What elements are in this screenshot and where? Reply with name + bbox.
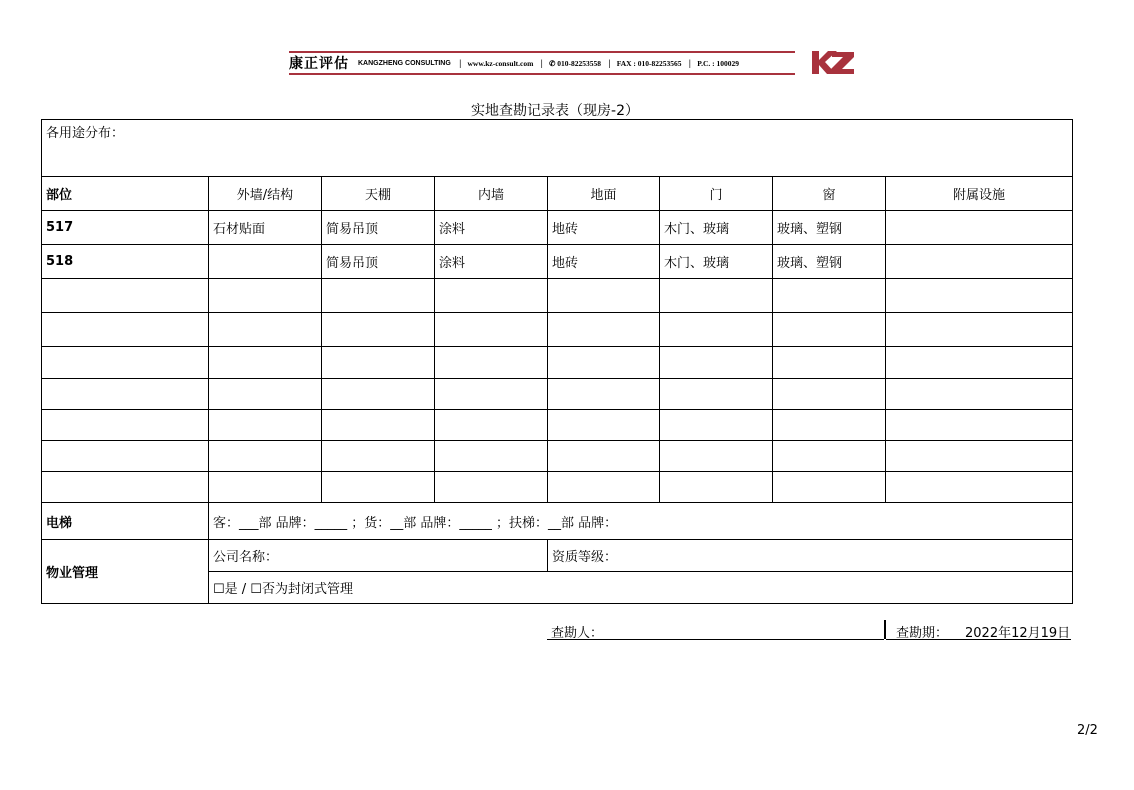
cell-ceiling [322, 441, 435, 472]
cell-floor [548, 279, 660, 313]
cell-interior-wall [435, 379, 548, 410]
cell-exterior-wall [209, 410, 322, 441]
cell-part [42, 279, 209, 313]
cell-door [660, 441, 773, 472]
cell-part [42, 313, 209, 347]
cell-window: 玻璃、塑钢 [773, 245, 886, 279]
cell-door [660, 347, 773, 379]
cell-facilities [886, 410, 1073, 441]
cell-floor [548, 472, 660, 503]
banner-bottom-rule [289, 73, 795, 75]
header-facilities: 附属设施 [886, 177, 1073, 211]
cell-interior-wall [435, 313, 548, 347]
cell-exterior-wall [209, 279, 322, 313]
elevator-label: 电梯 [42, 503, 209, 540]
cell-interior-wall [435, 472, 548, 503]
cell-window [773, 441, 886, 472]
cell-window [773, 313, 886, 347]
header-floor: 地面 [548, 177, 660, 211]
cell-window [773, 347, 886, 379]
table-row [42, 245, 1073, 279]
header-interior-wall: 内墙 [435, 177, 548, 211]
inspection-table [41, 119, 1073, 604]
company-fax: FAX : 010-82253565 [616, 58, 682, 68]
cell-exterior-wall [209, 245, 322, 279]
cell-ceiling [322, 379, 435, 410]
company-phone: ✆ 010-82253558 [549, 58, 601, 68]
cell-interior-wall [435, 441, 548, 472]
property-row [42, 540, 1073, 572]
company-postcode: P.C. : 100029 [697, 58, 740, 68]
cell-part [42, 472, 209, 503]
cell-window [773, 472, 886, 503]
company-name-en: KANGZHENG CONSULTING [358, 59, 451, 67]
property-qualification: 资质等级： [548, 540, 1073, 572]
cell-exterior-wall [209, 472, 322, 503]
elevator-row [42, 503, 1073, 540]
cell-floor [548, 313, 660, 347]
cell-facilities [886, 313, 1073, 347]
cell-facilities [886, 347, 1073, 379]
company-website: www.kz-consult.com [467, 58, 534, 68]
banner-top-rule [289, 51, 795, 53]
table-row [42, 313, 1073, 347]
cell-window [773, 279, 886, 313]
cell-interior-wall: 涂料 [435, 211, 548, 245]
banner-text [289, 55, 795, 71]
cell-exterior-wall [209, 379, 322, 410]
cell-door: 木门、玻璃 [660, 211, 773, 245]
cell-ceiling: 简易吊顶 [322, 245, 435, 279]
cell-window [773, 410, 886, 441]
inspection-date-line [886, 622, 1071, 640]
table-row [42, 347, 1073, 379]
cell-facilities [886, 441, 1073, 472]
cell-door [660, 410, 773, 441]
usage-distribution-label: 各用途分布： [46, 126, 125, 141]
cell-window [773, 379, 886, 410]
inspector-signature-line [547, 622, 884, 640]
banner-separator: | [607, 58, 611, 68]
cell-facilities [886, 279, 1073, 313]
cell-ceiling [322, 347, 435, 379]
cell-floor [548, 347, 660, 379]
cell-facilities [886, 379, 1073, 410]
property-management-label: 物业管理 [42, 540, 209, 604]
cell-part [42, 410, 209, 441]
closed-management-option: ☐是 / ☐否为封闭式管理 [209, 572, 1073, 604]
page-title: 实地查勘记录表（现房-2） [471, 103, 639, 119]
cell-door [660, 279, 773, 313]
header-window: 窗 [773, 177, 886, 211]
table-row [42, 472, 1073, 503]
cell-facilities [886, 211, 1073, 245]
elevator-details: 客：___部 品牌：_____ ；货：__部 品牌：_____ ；扶梯：__部 品牌： [209, 503, 1073, 540]
cell-exterior-wall [209, 347, 322, 379]
banner-separator: | [540, 58, 544, 68]
table-row [42, 441, 1073, 472]
cell-ceiling [322, 313, 435, 347]
property-company-name: 公司名称： [209, 540, 548, 572]
usage-distribution-cell [42, 120, 1073, 177]
header-ceiling: 天棚 [322, 177, 435, 211]
header-exterior-wall: 外墙/结构 [209, 177, 322, 211]
inspector-label: 查勘人： [551, 626, 604, 641]
cell-exterior-wall [209, 313, 322, 347]
cell-floor [548, 379, 660, 410]
cell-interior-wall [435, 347, 548, 379]
cell-ceiling [322, 472, 435, 503]
banner-separator: | [688, 58, 692, 68]
cell-door [660, 379, 773, 410]
cell-interior-wall [435, 410, 548, 441]
usage-row [42, 120, 1073, 177]
cell-exterior-wall [209, 441, 322, 472]
cell-ceiling: 简易吊顶 [322, 211, 435, 245]
cell-facilities [886, 472, 1073, 503]
table-row [42, 379, 1073, 410]
cell-part [42, 441, 209, 472]
cell-ceiling [322, 279, 435, 313]
page-number: 2/2 [1077, 723, 1098, 738]
cell-interior-wall [435, 279, 548, 313]
cell-part [42, 379, 209, 410]
table-row [42, 279, 1073, 313]
header-row [42, 177, 1073, 211]
cell-window: 玻璃、塑钢 [773, 211, 886, 245]
cell-floor: 地砖 [548, 245, 660, 279]
company-name-cn: 康正评估 [289, 56, 349, 72]
header-part: 部位 [42, 177, 209, 211]
cell-part [42, 347, 209, 379]
kz-logo [810, 49, 856, 76]
cell-interior-wall: 涂料 [435, 245, 548, 279]
cell-door: 木门、玻璃 [660, 245, 773, 279]
cell-floor [548, 410, 660, 441]
cell-exterior-wall: 石材贴面 [209, 211, 322, 245]
cell-ceiling [322, 410, 435, 441]
cell-floor [548, 441, 660, 472]
cell-facilities [886, 245, 1073, 279]
table-row [42, 211, 1073, 245]
cell-door [660, 472, 773, 503]
header-door: 门 [660, 177, 773, 211]
cell-part: 517 [42, 211, 209, 245]
cell-door [660, 313, 773, 347]
banner-separator: | [458, 58, 462, 68]
cell-part: 518 [42, 245, 209, 279]
inspection-date-label: 查勘期： [896, 626, 949, 641]
cell-floor: 地砖 [548, 211, 660, 245]
company-banner [289, 51, 795, 75]
table-row [42, 410, 1073, 441]
inspection-date-value: 2022年12月19日 [965, 626, 1071, 641]
